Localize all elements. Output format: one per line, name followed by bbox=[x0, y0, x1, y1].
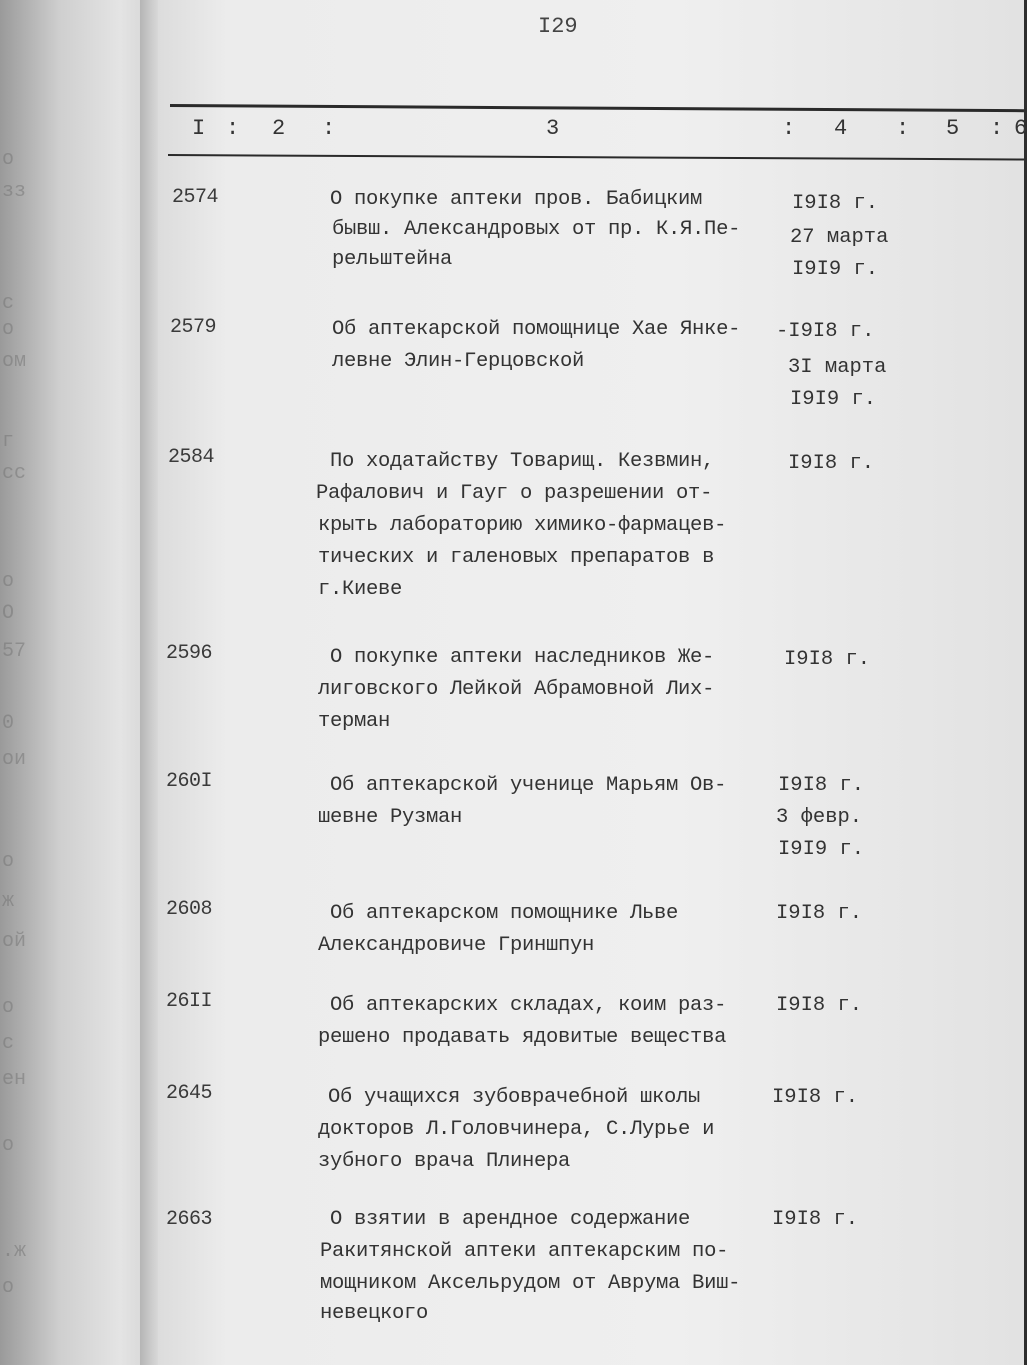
entry-text-line: тических и галеновых препаратов в bbox=[318, 546, 715, 569]
left-page-fragment: о bbox=[2, 850, 15, 873]
entry-text-line: решено продавать ядовитые вещества bbox=[318, 1026, 727, 1049]
entry-date: I9I9 г. bbox=[778, 838, 865, 861]
entry-text-line: Александровиче Гриншпун bbox=[318, 934, 595, 957]
entry-date: 27 марта bbox=[790, 226, 889, 249]
entry-text-line: Об аптекарской ученице Марьям Ов- bbox=[330, 774, 727, 797]
entry-date: I9I8 г. bbox=[784, 648, 871, 671]
entry-number: 2645 bbox=[166, 1082, 213, 1105]
entry-text-line: По ходатайству Товарищ. Кезвмин, bbox=[330, 450, 715, 473]
left-page-fragment: с bbox=[2, 292, 15, 315]
entry-date: I9I8 г. bbox=[778, 774, 865, 797]
left-page-fragment: .ж bbox=[2, 1240, 27, 1263]
entry-date: I9I9 г. bbox=[790, 388, 877, 411]
entry-date: -I9I8 г. bbox=[776, 320, 875, 343]
page-number: I29 bbox=[538, 14, 578, 39]
entry-date: I9I8 г. bbox=[772, 1086, 859, 1109]
left-page-fragment: 57 bbox=[2, 640, 27, 663]
left-page-fragment: о bbox=[2, 996, 15, 1019]
column-header-2: 2 bbox=[272, 116, 286, 141]
column-separator: : bbox=[226, 116, 240, 141]
entry-text-line: Ракитянской аптеки аптекарским по- bbox=[320, 1240, 729, 1263]
column-separator: : bbox=[782, 116, 796, 141]
entry-date: I9I8 г. bbox=[788, 452, 875, 475]
entry-date: 3I марта bbox=[788, 356, 887, 379]
entry-number: 26II bbox=[166, 990, 213, 1013]
entry-text-line: бывш. Александровых от пр. К.Я.Пе- bbox=[332, 218, 741, 241]
entry-text-line: левне Элин-Герцовской bbox=[332, 350, 585, 373]
column-separator: : bbox=[896, 116, 910, 141]
left-page-fragment: О bbox=[2, 602, 15, 625]
entry-text-line: невецкого bbox=[320, 1302, 429, 1325]
entry-date: I9I9 г. bbox=[792, 258, 879, 281]
entry-number: 2663 bbox=[166, 1208, 213, 1231]
entry-text-line: Об аптекарской помощнице Хае Янке- bbox=[332, 318, 741, 341]
entry-date: I9I8 г. bbox=[792, 192, 879, 215]
column-header-5: 5 bbox=[946, 116, 960, 141]
entry-text-line: шевне Рузман bbox=[318, 806, 463, 829]
entry-text-line: терман bbox=[318, 710, 391, 733]
entry-number: 260I bbox=[166, 770, 213, 793]
column-header-1: I bbox=[192, 116, 206, 141]
left-page-fragment: сс bbox=[2, 462, 27, 485]
left-page-fragment: ом bbox=[2, 350, 27, 373]
entry-number: 2608 bbox=[166, 898, 213, 921]
left-page-fragment: зз bbox=[2, 180, 27, 203]
left-page-fragment: ен bbox=[2, 1068, 27, 1091]
entry-text-line: О покупке аптеки наследников Же- bbox=[330, 646, 715, 669]
column-separator: : bbox=[322, 116, 336, 141]
entry-text-line: О покупке аптеки пров. Бабицким bbox=[330, 188, 703, 211]
entry-text-line: лиговского Лейкой Абрамовной Лих- bbox=[318, 678, 715, 701]
left-page-fragment: о bbox=[2, 1276, 15, 1299]
entry-date: 3 февр. bbox=[776, 806, 863, 829]
entry-text-line: г.Киеве bbox=[318, 578, 403, 601]
column-header-4: 4 bbox=[834, 116, 848, 141]
entry-text-line: Об аптекарском помощнике Льве bbox=[330, 902, 679, 925]
left-facing-page bbox=[0, 0, 150, 1365]
entry-date: I9I8 г. bbox=[776, 994, 863, 1017]
left-page-fragment: о bbox=[2, 318, 15, 341]
entry-number: 2579 bbox=[170, 316, 217, 339]
entry-date: I9I8 г. bbox=[772, 1208, 859, 1231]
left-page-fragment: ои bbox=[2, 748, 27, 771]
entry-number: 2574 bbox=[172, 186, 219, 209]
left-page-fragment: ж bbox=[2, 890, 15, 913]
entry-text-line: О взятии в арендное содержание bbox=[330, 1208, 691, 1231]
entry-text-line: Об аптекарских складах, коим раз- bbox=[330, 994, 727, 1017]
entry-number: 2596 bbox=[166, 642, 213, 665]
entry-number: 2584 bbox=[168, 446, 215, 469]
entry-text-line: мощником Аксельрудом от Аврума Виш- bbox=[320, 1272, 741, 1295]
entry-text-line: Рафалович и Гауг о разрешении от- bbox=[316, 482, 713, 505]
left-page-fragment: о bbox=[2, 148, 15, 171]
left-page-fragment: 0 bbox=[2, 712, 15, 735]
left-page-fragment: г bbox=[2, 430, 15, 453]
entry-date: I9I8 г. bbox=[776, 902, 863, 925]
left-page-fragment: ой bbox=[2, 930, 27, 953]
entry-text-line: докторов Л.Головчинера, С.Лурье и bbox=[318, 1118, 715, 1141]
entry-text-line: Об учащихся зубоврачебной школы bbox=[328, 1086, 701, 1109]
entry-text-line: рельштейна bbox=[332, 248, 453, 271]
entry-text-line: зубного врача Плинера bbox=[318, 1150, 571, 1173]
left-page-fragment: с bbox=[2, 1032, 15, 1055]
left-page-fragment: о bbox=[2, 1134, 15, 1157]
column-separator: : bbox=[990, 116, 1004, 141]
column-header-3: 3 bbox=[546, 116, 560, 141]
column-header-6: 6 bbox=[1014, 116, 1027, 141]
left-page-fragment: о bbox=[2, 570, 15, 593]
entry-text-line: крыть лабораторию химико-фармацев- bbox=[318, 514, 727, 537]
